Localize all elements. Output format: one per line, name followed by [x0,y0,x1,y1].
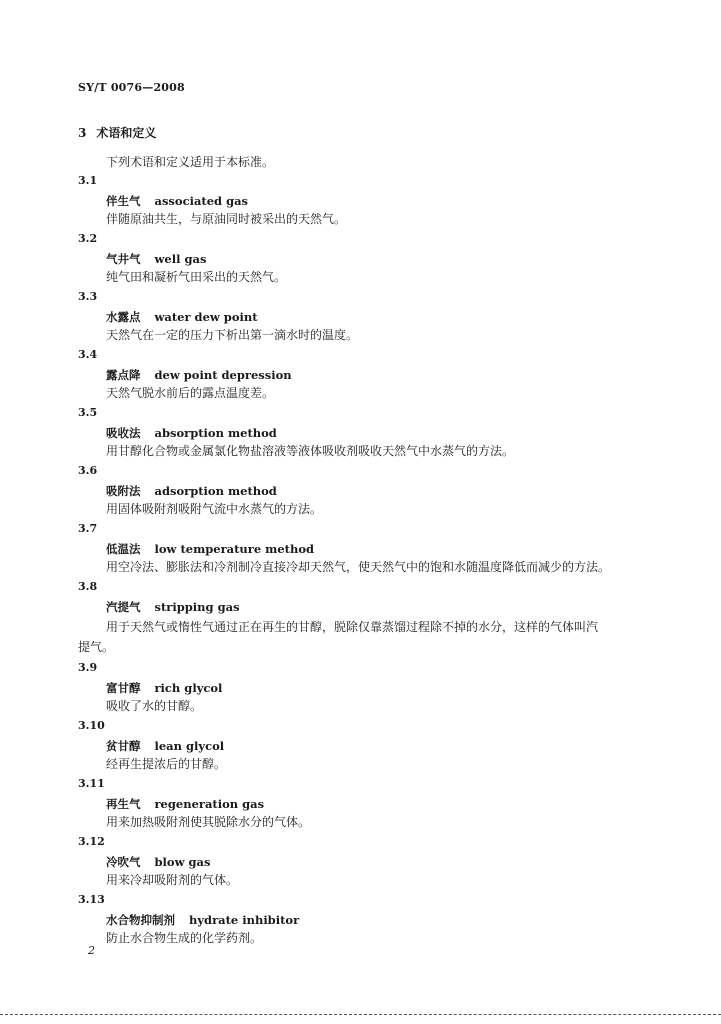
term-cn: 贫甘醇 [106,739,141,753]
term-entry [78,889,658,947]
page-number: 2 [88,944,95,957]
term-en: lean glycol [154,739,225,753]
term-en: regeneration gas [154,797,265,811]
bottom-divider [0,1014,721,1015]
term-cn: 露点降 [106,368,141,382]
term-cn: 汽提气 [106,600,141,614]
term-definition: 用固体吸附剂吸附气流中水蒸气的方法。 [106,502,323,516]
term-entry [78,286,658,344]
term-entry [78,715,658,773]
term-number: 3.6 [78,464,98,477]
term-cn: 吸收法 [106,426,141,440]
term-name [106,249,658,269]
term-definition: 用来加热吸附剂使其脱除水分的气体。 [106,815,311,829]
term-number: 3.3 [78,290,98,303]
term-number: 3.5 [78,406,98,419]
term-definition-line: 用于天然气或惰性气通过正在再生的甘醇，脱除仅靠蒸馏过程除不掉的水分，这样的气体叫汽 [106,620,599,634]
term-en: absorption method [154,426,277,440]
term-entry [78,402,658,460]
term-entry [78,460,658,518]
term-definition: 经再生提浓后的甘醇。 [106,757,227,771]
section-title: 术语和定义 [96,126,157,140]
term-entry [78,831,658,889]
term-definition: 用来冷却吸附剂的气体。 [106,873,239,887]
section-intro: 下列术语和定义适用于本标准。 [106,155,275,169]
term-en: dew point depression [154,368,292,382]
term-en: associated gas [154,194,249,208]
term-name [106,539,658,559]
term-name [106,481,658,501]
term-number: 3.1 [78,174,98,187]
term-en: rich glycol [154,681,223,695]
term-list [78,170,658,947]
term-en: well gas [154,252,207,266]
term-definition: 用空冷法、膨胀法和冷剂制冷直接冷却天然气，使天然气中的饱和水随温度降低而减少的方法。 [106,560,611,574]
term-definition-continuation: 提气。 [78,640,115,654]
term-cn: 气井气 [106,252,141,266]
term-cn: 再生气 [106,797,141,811]
term-definition [78,617,658,657]
term-name [106,191,658,211]
section-heading [78,124,156,141]
term-definition: 伴随原油共生，与原油同时被采出的天然气。 [106,212,347,226]
term-definition: 用甘醇化合物或金属氯化物盐溶液等液体吸收剂吸收天然气中水蒸气的方法。 [106,444,515,458]
term-name [106,597,658,617]
term-number: 3.2 [78,232,98,245]
term-name [106,736,658,756]
term-name [106,365,658,385]
term-number: 3.8 [78,580,98,593]
term-name [106,794,658,814]
term-en: blow gas [154,855,211,869]
term-name [106,910,658,930]
term-name [106,852,658,872]
term-number: 3.4 [78,348,98,361]
term-number: 3.10 [78,719,105,732]
term-name [106,423,658,443]
term-entry [78,518,658,576]
term-en: hydrate inhibitor [189,913,300,927]
term-cn: 水合物抑制剂 [106,913,175,927]
term-definition: 纯气田和凝析气田采出的天然气。 [106,270,287,284]
term-entry [78,657,658,715]
term-en: low temperature method [154,542,315,556]
term-en: water dew point [154,310,258,324]
term-number: 3.7 [78,522,98,535]
term-number: 3.9 [78,661,98,674]
term-definition: 防止水合物生成的化学药剂。 [106,931,263,945]
term-cn: 吸附法 [106,484,141,498]
term-definition: 吸收了水的甘醇。 [106,699,203,713]
term-cn: 水露点 [106,310,141,324]
term-entry [78,344,658,402]
term-en: adsorption method [154,484,277,498]
term-entry [78,576,658,657]
term-entry [78,228,658,286]
term-cn: 冷吹气 [106,855,141,869]
term-definition: 天然气在一定的压力下析出第一滴水时的温度。 [106,328,359,342]
term-number: 3.12 [78,835,105,848]
term-definition: 天然气脱水前后的露点温度差。 [106,386,275,400]
term-entry [78,773,658,831]
term-cn: 低温法 [106,542,141,556]
term-name [106,307,658,327]
section-number: 3 [78,126,87,140]
term-cn: 富甘醇 [106,681,141,695]
term-number: 3.13 [78,893,105,906]
term-name [106,678,658,698]
term-entry [78,170,658,228]
standard-code-header: SY/T 0076—2008 [78,81,185,94]
term-en: stripping gas [154,600,240,614]
term-cn: 伴生气 [106,194,141,208]
term-number: 3.11 [78,777,105,790]
